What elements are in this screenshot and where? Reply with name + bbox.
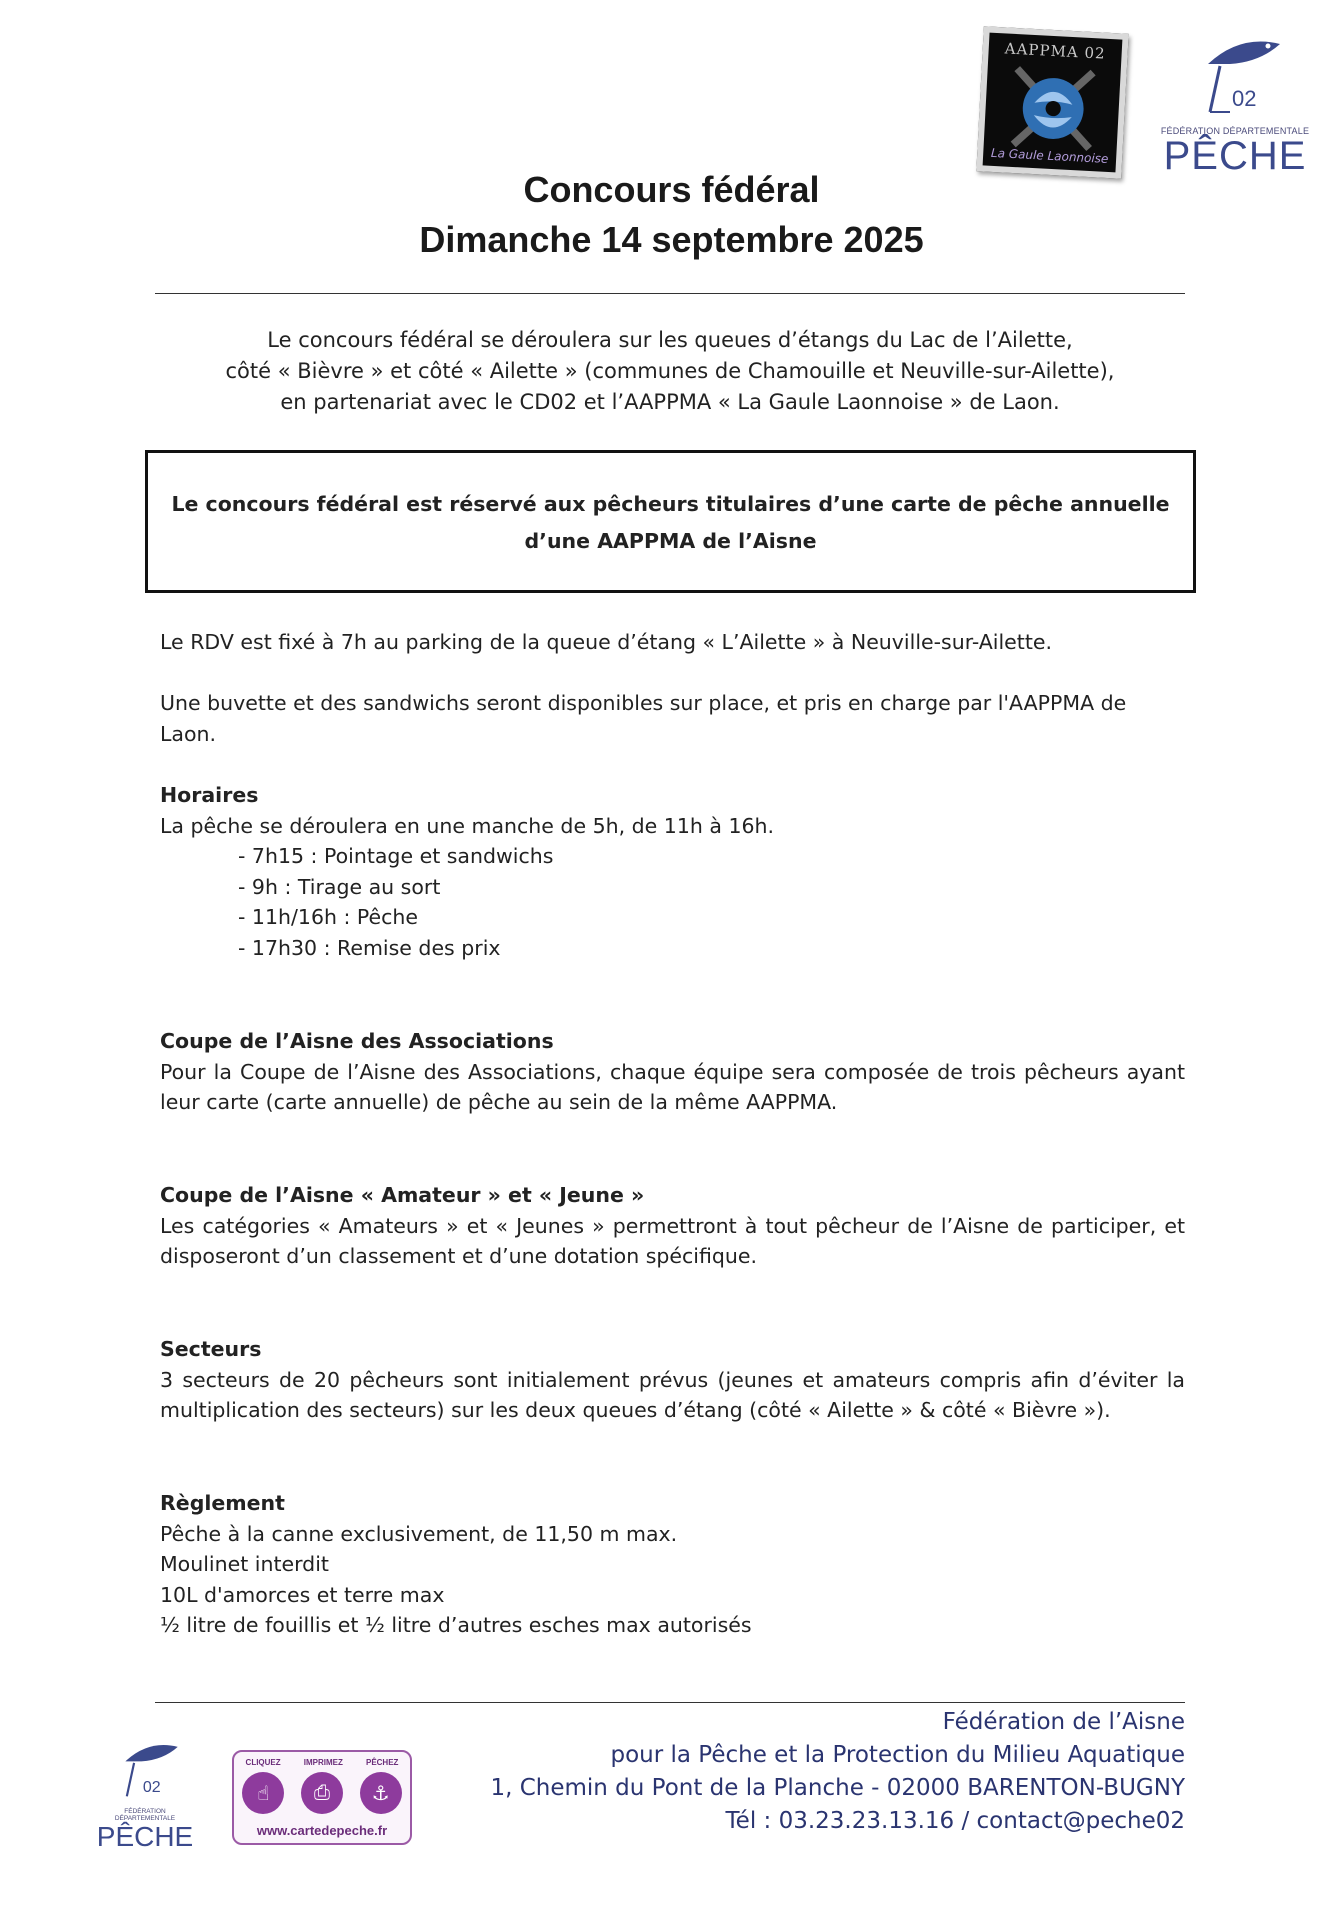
federation-footer-logo-name: PÊCHE (96, 1821, 194, 1852)
federation-logo-name: PÊCHE (1163, 134, 1307, 178)
aappma-logo-title: AAPPMA 02 (1004, 39, 1107, 63)
intro-line-2: côté « Bièvre » et côté « Ailette » (communes de Chamouille et Neuville-sur-Ailette), (225, 359, 1115, 383)
coupe-associations-text: Pour la Coupe de l’Aisne des Associations, chaque équipe sera composée de trois pêcheurs ayant leur carte (carte annuelle) de pêche au sein de la même AAPPMA. (160, 1059, 1185, 1114)
footer-divider (155, 1702, 1185, 1703)
header-divider (155, 293, 1185, 294)
carte-label: IMPRIMEZ (303, 1758, 343, 1767)
schedule-item: - 17h30 : Remise des prix (238, 935, 501, 960)
schedule-item: - 9h : Tirage au sort (238, 874, 441, 899)
coupe-associations-section (160, 1026, 1185, 1118)
federation-footer-logo (95, 1738, 195, 1858)
title-line-1: Concours fédéral (523, 169, 820, 210)
horaires-section (160, 780, 1185, 963)
notice-line-2: d’une AAPPMA de l’Aisne (524, 529, 817, 553)
carte-url: www.cartedepeche.fr (256, 1823, 388, 1838)
federation-logo-number: 02 (1232, 86, 1257, 111)
carte-label: PÊCHEZ (365, 1758, 399, 1767)
rdv-paragraph: Le RDV est fixé à 7h au parking de la queue d’étang « L’Ailette » à Neuville-sur-Ailette. (160, 630, 1053, 654)
eligibility-notice-text (148, 486, 1193, 560)
horaires-text: La pêche se déroulera en une manche de 5h, de 11h à 16h. (160, 813, 775, 838)
horaires-schedule-list (160, 841, 1185, 963)
horaires-heading: Horaires (160, 783, 259, 807)
fish-logo-small-icon (105, 1738, 185, 1803)
federation-logo (1160, 34, 1310, 184)
reglement-line: ½ litre de fouillis et ½ litre d’autres esches max autorisés (160, 1613, 752, 1637)
intro-line-3: en partenariat avec le CD02 et l’AAPPMA « La Gaule Laonnoise » de Laon. (280, 390, 1060, 414)
footer-address-block (380, 1706, 1185, 1838)
federation-footer-logo-number: 02 (142, 1778, 161, 1796)
intro-line-1: Le concours fédéral se déroulera sur les queues d’étangs du Lac de l’Ailette, (267, 328, 1073, 352)
reglement-section (160, 1488, 1185, 1641)
reglement-line: Moulinet interdit (160, 1552, 329, 1576)
aappma-logo-subtitle: La Gaule Laonnoise (990, 145, 1109, 166)
page-title (0, 165, 1343, 265)
footer-line-1: Fédération de l’Aisne (942, 1709, 1185, 1735)
reglement-heading: Règlement (160, 1491, 285, 1515)
buvette-paragraph: Une buvette et des sandwichs seront disponibles sur place, et pris en charge par l'AAPPMA de Laon. (160, 691, 1127, 746)
schedule-item: - 7h15 : Pointage et sandwichs (238, 844, 554, 868)
coupe-amateur-text: Les catégories « Amateurs » et « Jeunes » permettront à tout pêcheur de l’Aisne de participer, et disposeront d’un classement et d’une dotation spécifique. (160, 1213, 1185, 1268)
aappma-logo (976, 26, 1128, 178)
printer-icon: ⎙ (301, 1772, 343, 1814)
coupe-amateur-heading: Coupe de l’Aisne « Amateur » et « Jeune » (160, 1183, 645, 1207)
secteurs-section (160, 1334, 1185, 1426)
coupe-associations-heading: Coupe de l’Aisne des Associations (160, 1029, 554, 1053)
click-hand-icon: ☝ (242, 1772, 284, 1814)
fishing-icon: ⚓ (360, 1772, 402, 1814)
schedule-item: - 11h/16h : Pêche (238, 905, 419, 929)
federation-logo-caption: FÉDÉRATION DÉPARTEMENTALE (1160, 126, 1310, 136)
reglement-line: Pêche à la canne exclusivement, de 11,50 m max. (160, 1521, 678, 1546)
intro-paragraph (155, 325, 1185, 418)
secteurs-text: 3 secteurs de 20 pêcheurs sont initialement prévus (jeunes et amateurs compris afin d’éviter la multiplication des secteurs) sur les deux queues d’étang (côté « Ailette » & côté « Bièvre »). (160, 1367, 1185, 1422)
eligibility-notice-box (145, 450, 1196, 593)
secteurs-heading: Secteurs (160, 1337, 262, 1361)
carte-label: CLIQUEZ (245, 1758, 281, 1767)
notice-line-1: Le concours fédéral est réservé aux pêcheurs titulaires d’une carte de pêche annuelle (171, 492, 1170, 516)
footer-line-3: 1, Chemin du Pont de la Planche - 02000 BARENTON-BUGNY (490, 1775, 1185, 1801)
footer-line-2: pour la Pêche et la Protection du Milieu Aquatique (610, 1742, 1185, 1768)
footer-line-4: Tél : 03.23.23.13.16 / contact@peche02 (725, 1808, 1185, 1834)
fish-logo-icon (1180, 34, 1290, 119)
fish-emblem-icon (1003, 59, 1103, 159)
title-line-2: Dimanche 14 septembre 2025 (419, 219, 924, 260)
federation-footer-logo-caption: FÉDÉRATION DÉPARTEMENTALE (114, 1808, 176, 1822)
coupe-amateur-section (160, 1180, 1185, 1272)
reglement-line: 10L d'amorces et terre max (160, 1582, 445, 1607)
